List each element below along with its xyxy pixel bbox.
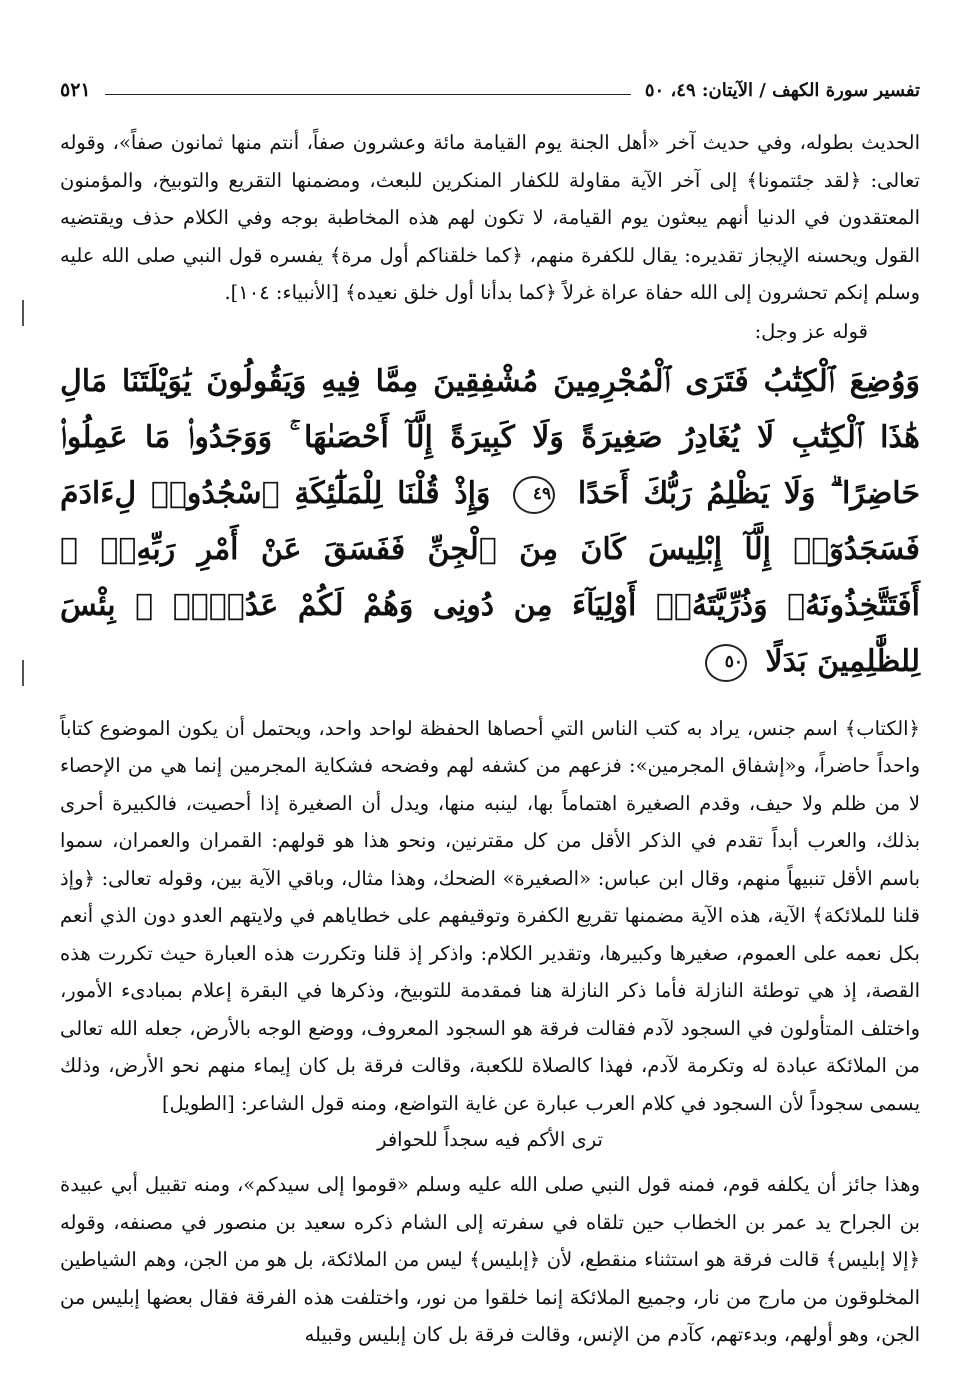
header-title: تفسير سورة الكهف / الآيتان: ٤٩، ٥٠ [644, 79, 920, 101]
page-number: ٥٢١ [60, 79, 91, 101]
running-header [60, 70, 920, 110]
quran-verses [60, 354, 920, 690]
paragraph-4: وهذا جائز أن يكلفه قوم، فمنه قول النبي صلى الله عليه وسلم «قوموا إلى سيدكم»، ومنه تقبيل أبي عبيدة بن الجراح يد عمر بن الخطاب حين تلقاه في سفرته إلى الشام ذكره سعيد بن منصور في مصنفه، وقوله ﴿إلا إبليس﴾ قالت فرقة هو استثناء منقطع، لأن ﴿إبليس﴾ ليس من الملائكة، بل هو من الجن، وهم الشياطين المخلوقون من مارج من نار، وجميع الملائكة إنما خلقوا من نور، واختلفت هذه الفرقة فقال بعضها إبليس من الجن، وهو أولهم، وبدءتهم، كآدم من الإنس، وقالت فرقة بل كان إبليس وقبيله [60, 1173, 920, 1346]
margin-mark-1 [22, 300, 24, 326]
paragraph-1: الحديث بطوله، وفي حديث آخر «أهل الجنة يوم القيامة مائة وعشرون صفاً، أنتم منها ثمانون صفاً»، وقوله تعالى: ﴿لقد جئتمونا﴾ إلى آخر الآية مقاولة للكفار المنكرين للبعث، ومضمنها التقريع والتوبيخ، والمؤمنون المعتقدون في الدنيا أنهم يبعثون يوم القيامة، لا تكون لهم هذه المخاطبة بوجه وفي الكلام حذف ويقتضيه القول ويحسنه الإيجاز تقديره: يقال للكفرة منهم، ﴿كما خلقناكم أول مرة﴾ يفسره قول النبي صلى الله عليه وسلم إنكم تحشرون إلى الله حفاة عراة غرلاً ﴿كما بدأنا أول خلق نعيده﴾ [الأنبياء: ١٠٤]. [60, 131, 920, 304]
ayah-number-49: ٤٩ [513, 476, 555, 514]
poetry-line: ترى الأكم فيه سجداً للحوافر [377, 1128, 603, 1151]
ayah-number-50: ٥٠ [705, 644, 747, 682]
header-rule [105, 94, 631, 95]
quran-verse-50: وَإِذْ قُلْنَا لِلْمَلَٰٓئِكَةِ ٱسْجُدُوا۟ لِءَادَمَ فَسَجَدُوٓا۟ إِلَّآ إِبْلِيسَ كَانَ مِنَ ٱلْجِنِّ فَفَسَقَ عَنْ أَمْرِ رَبِّهِۦٓ ۗ أَفَتَتَّخِذُونَهُۥ وَذُرِّيَّتَهُۥٓ أَوْلِيَآءَ مِن دُونِى وَهُمْ لَكُمْ عَدُوٌّۢ ۚ بِئْسَ لِلظَّٰلِمِينَ بَدَلًا [60, 475, 920, 679]
quran-verse-49: وَوُضِعَ ٱلْكِتَٰبُ فَتَرَى ٱلْمُجْرِمِينَ مُشْفِقِينَ مِمَّا فِيهِ وَيَقُولُونَ يَٰوَيْلَتَنَا مَالِ هَٰذَا ٱلْكِتَٰبِ لَا يُغَادِرُ صَغِيرَةً وَلَا كَبِيرَةً إِلَّآ أَحْصَىٰهَا ۚ وَوَجَدُوا۟ مَا عَمِلُوا۟ حَاضِرًا ۗ وَلَا يَظْلِمُ رَبُّكَ أَحَدًا [60, 363, 920, 511]
margin-mark-2 [22, 660, 24, 686]
verse-intro: قوله عز وجل: [754, 319, 868, 343]
paragraph-commentary: ﴿الكتاب﴾ اسم جنس، يراد به كتب الناس التي أحصاها الحفظة لواحد واحد، ويحتمل أن يكون الموضوع كتاباً واحداً حاضراً، و«إشفاق المجرمين»: فزعهم من كشفه لهم وفضحه فشكاية المجرمين إنما هي من الإحصاء لا من ظلم ولا حيف، وقدم الصغيرة اهتماماً بها، لينبه منها، ويدل أن الصغيرة إذا أحصيت، فالكبيرة أحرى بذلك، والعرب أبداً تقدم في الذكر الأقل من كل مقترنين، ونحو هذا هو قولهم: القمران والعمران، سموا باسم الأقل تنبيهاً منهم، وقال ابن عباس: «الصغيرة» الضحك، وهذا مثال، وباقي الآية بين، وقوله تعالى: ﴿وإذ قلنا للملائكة﴾ الآية، هذه الآية مضمنها تقريع الكفرة وتوقيفهم على خطاياهم في ولايتهم العدو دون الذي أنعم بكل نعمه على العموم، صغيرها وكبيرها، وتقدير الكلام: واذكر إذ قلنا وتكررت هذه العبارة حيث تكررت هذه القصة، إذ هي توطئة النازلة فأما ذكر النازلة هنا فمقدمة للتوبيخ، وذكرها في البقرة إعلام بمبادىء الأمور، واختلف المتأولون في السجود لآدم فقالت فرقة هو السجود المعروف، ووضع الوجه بالأرض، جعله الله تعالى من الملائكة عبادة له وتكرمة لآدم، فهذا كالصلاة للكعبة، وقالت فرقة بل كان إيماء منهم نحو الأرض، وذلك يسمى سجوداً لأن السجود في كلام العرب عبارة عن غاية التواضع، ومنه قول الشاعر: [الطويل] [60, 716, 920, 1115]
book-page [60, 70, 920, 1354]
